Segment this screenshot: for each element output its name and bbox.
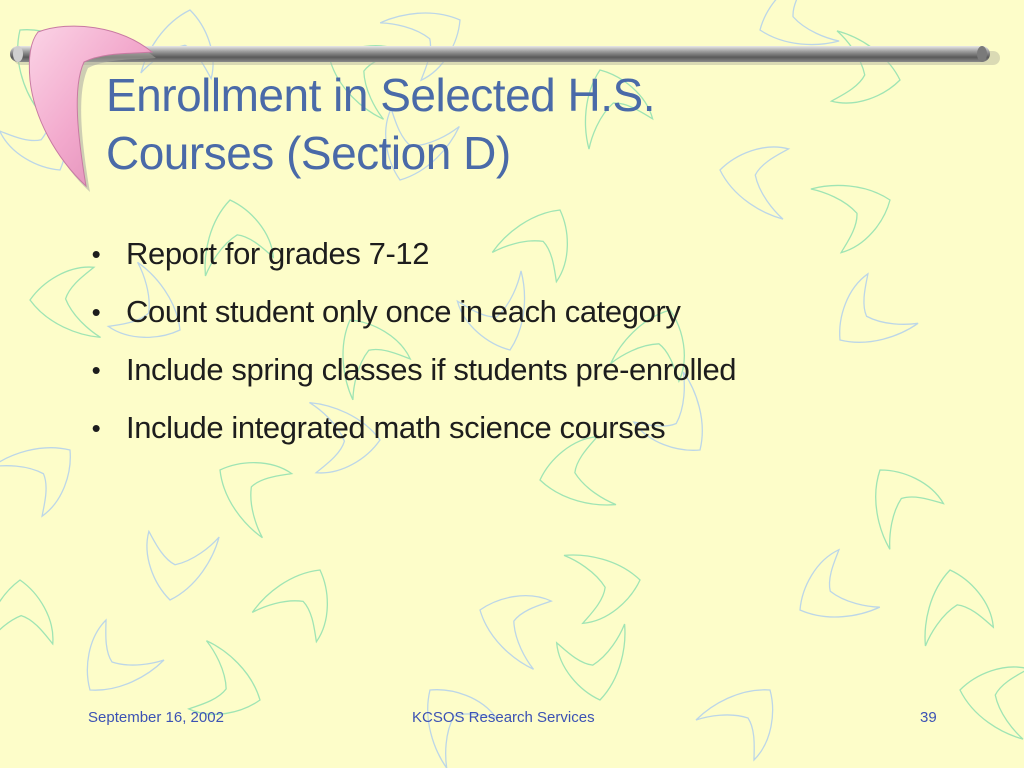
bullet-text: Report for grades 7-12 xyxy=(126,236,430,271)
bullet-text: Include spring classes if students pre-enrolled xyxy=(126,352,737,387)
slide-title xyxy=(106,66,966,182)
bullet-glyph: • xyxy=(91,297,101,327)
footer-organization: KCSOS Research Services xyxy=(412,709,595,726)
slide-title-line-1: Enrollment in Selected H.S. xyxy=(106,69,655,121)
slide-title-line-2: Courses (Section D) xyxy=(106,127,511,179)
bullet-text: Include integrated math science courses xyxy=(126,410,666,445)
bullet-glyph: • xyxy=(91,355,101,385)
bullet-item xyxy=(86,404,946,462)
bullet-item xyxy=(86,288,946,346)
bullet-item xyxy=(86,346,946,404)
bullet-glyph: • xyxy=(91,413,101,443)
bullet-text: Count student only once in each category xyxy=(126,294,681,329)
bullet-item xyxy=(86,230,946,288)
footer-date: September 16, 2002 xyxy=(88,709,224,726)
bullet-list xyxy=(86,230,946,462)
bullet-glyph: • xyxy=(91,239,101,269)
footer-page-number: 39 xyxy=(920,709,937,726)
